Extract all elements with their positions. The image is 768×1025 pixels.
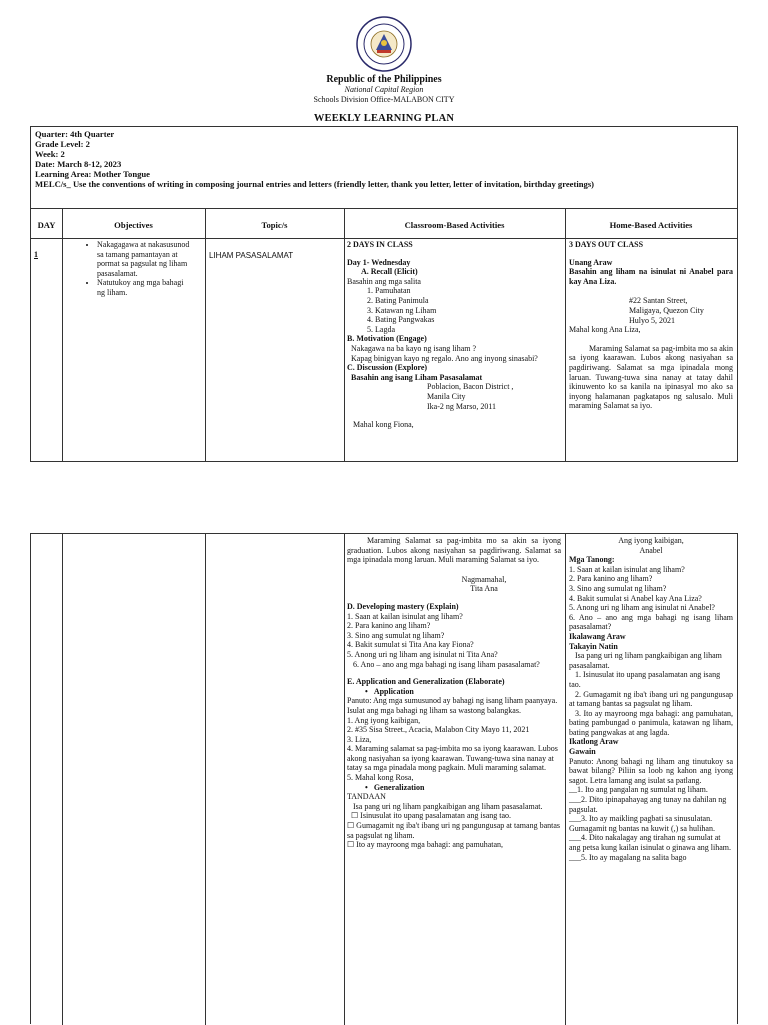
discussion-text: Basahin ang isang Liham Pasasalamat — [351, 372, 483, 382]
letter-address: Manila City — [427, 391, 466, 401]
division-heading: Schools Division Office-MALABON CITY — [313, 95, 455, 104]
home-day-label: Unang Araw — [569, 257, 613, 267]
letter-closing: Nagmamahal, — [461, 574, 507, 584]
letter-date: Hulyo 5, 2021 — [629, 315, 675, 325]
takayin-item: 3. Ito ay mayroong mga bahagi: ang pamuhatan, bating pambungad o panimula, katawan ng liham, bating pangwakas at ang lagda. — [569, 708, 733, 737]
question-item: 5. Anong uri ng liham ang isinulat ni Anabel? — [569, 603, 715, 613]
word-item: 4. Bating Pangwakas — [375, 315, 561, 325]
application-instruction: Panuto: Ang mga sumusunod ay bahagi ng isang liham paanyaya. Isulat ang mga bahagi ng liham sa wastong balangkas. — [347, 696, 558, 715]
question-item: 4. Bakit sumulat si Anabel kay Ana Liza? — [569, 593, 702, 603]
day-number: 1 — [34, 250, 38, 259]
home-cell-continued — [569, 536, 733, 862]
question-item: 5. Anong uri ng liham ang isinulat ni Tita Ana? — [347, 649, 498, 659]
generalization-sub: • Generalization — [365, 782, 425, 792]
recall-head: A. Recall (Elicit) — [361, 267, 418, 277]
word-item: 3. Katawan ng Liham — [375, 306, 561, 316]
gawain-item: ___4. Dito nakalagay ang tirahan ng sumulat at ang petsa kung kailan isinulat o ginawa ang liham. — [569, 833, 731, 852]
letter-date: Ika-2 ng Marso, 2011 — [427, 401, 497, 411]
question-item: 4. Bakit sumulat si Tita Ana kay Fiona? — [347, 640, 474, 650]
week-line: Week: 2 — [35, 149, 65, 159]
col-header-classroom: Classroom-Based Activities — [404, 220, 505, 230]
home-head: 3 DAYS OUT CLASS — [569, 240, 644, 249]
republic-heading: Republic of the Philippines — [326, 74, 442, 85]
gawain-instruction: Panuto: Anong bahagi ng liham ang tinutukoy sa bawat bilang? Piliin sa loob ng kahon ang iyong sagot. Letra lamang ang isulat sa patlang. — [569, 756, 733, 785]
divider — [344, 534, 345, 1025]
classroom-cell — [347, 240, 561, 430]
gawain-item: __1. Ito ang pangalan ng sumulat ng liham. — [569, 785, 708, 795]
motivation-text: Nakagawa na ba kayo ng isang liham ? — [351, 343, 477, 353]
gawain-item: ___2. Dito ipinapahayag ang tunay na dahilan ng pagsulat. — [569, 795, 727, 814]
motivation-text: Kapag binigyan kayo ng regalo. Ano ang inyong sinasabi? — [351, 353, 538, 363]
letter-address: Maligaya, Quezon City — [629, 305, 704, 315]
application-item: 2. #35 Sisa Street., Acacia, Malabon City Mayo 11, 2021 — [347, 725, 530, 735]
col-header-objectives: Objectives — [114, 220, 153, 230]
questions-head: Mga Tanong: — [569, 555, 615, 565]
quarter-line: Quarter: 4th Quarter — [35, 129, 115, 139]
takayin-item: 1. Isinusulat ito upang pasalamatan ang isang tao. — [569, 670, 721, 689]
objective-item: • Nakagagawa at nakasusunod sa tamang pamantayan at pormat sa pagsulat ng liham pasasalamat. — [97, 240, 193, 278]
divider — [31, 208, 737, 209]
takayin-head: Takayin Natin — [569, 641, 618, 651]
objectives-cell — [75, 240, 193, 298]
takayin-text: Isa pang uri ng liham pangkaibigan ang liham pasasalamat. — [569, 651, 722, 670]
question-item: 2. Para kanino ang liham? — [569, 574, 653, 584]
checklist-item: ☐ Isinusulat ito upang pasalamatan ang isang tao. — [351, 811, 512, 821]
day2-label: Ikalawang Araw — [569, 631, 626, 641]
takayin-item: 2. Gumagamit ng iba't ibang uri ng pangungusap at tamang bantas sa pagsulat ng liham. — [569, 689, 733, 709]
discussion-head: C. Discussion (Explore) — [347, 363, 428, 373]
col-header-topics: Topic/s — [261, 220, 288, 230]
application-item: 5. Mahal kong Rosa, — [347, 773, 414, 783]
melc-line: MELC/s_ Use the conventions of writing in composing journal entries and letters (friendly letter, thank you letter, letter of invitation, birthday greetings) — [35, 179, 595, 189]
divider — [565, 534, 566, 1025]
day1-label: Day 1- Wednesday — [347, 257, 411, 267]
area-line: Learning Area: Mother Tongue — [35, 169, 150, 179]
application-head: E. Application and Generalization (Elaborate) — [347, 677, 505, 687]
application-item: 4. Maraming salamat sa pag-imbita mo sa iyong kaarawan. Lubos akong nasiyahan sa iyong kaarawan. Tuwang-tuwa sina nanay at tatay sa mga pinadala mong pagkain. Muli maraming salamat. — [347, 744, 558, 773]
recall-text: Basahin ang mga salita — [347, 276, 421, 286]
question-item: 6. Ano – ano ang mga bahagi ng isang liham pasasalamat? — [569, 612, 733, 632]
letter-greeting: Mahal kong Fiona, — [353, 420, 414, 430]
deped-seal-icon — [356, 16, 412, 72]
question-item: 6. Ano – ano ang mga bahagi ng isang liham pasasalamat? — [353, 659, 540, 669]
application-sub: • Application — [365, 686, 414, 696]
generalization-sub-label: Generalization — [373, 782, 425, 792]
letter-signature: Anabel — [639, 545, 663, 555]
question-item: 2. Para kanino ang liham? — [347, 621, 431, 631]
divider — [31, 238, 737, 239]
grade-line: Grade Level: 2 — [35, 139, 90, 149]
gawain-head: Gawain — [569, 747, 596, 757]
topic-cell: LIHAM PASASALAMAT — [209, 251, 294, 260]
classroom-cell-continued — [347, 536, 561, 850]
objective-item: • Natutukoy ang mga bahagi ng liham. — [97, 278, 193, 297]
home-instruction: Basahin ang liham na isinulat ni Anabel para kay Ana Liza. — [569, 267, 733, 286]
motivation-head: B. Motivation (Engage) — [347, 334, 427, 344]
divider — [205, 208, 206, 461]
letter-address: #22 Santan Street, — [629, 296, 688, 306]
gawain-item: ___3. Ito ay maikling pagbati sa sinusulatan. Gumagamit ng bantas na kuwit (,) sa hulihan. — [569, 814, 715, 833]
application-item: 1. Ang iyong kaibigan, — [347, 715, 421, 725]
word-item: 1. Pamuhatan — [375, 286, 561, 296]
plan-info — [35, 129, 594, 189]
divider — [344, 208, 345, 461]
col-header-day: DAY — [37, 220, 56, 230]
checklist-item: ☐ Gumagamit ng iba't ibang uri ng pangungusap at tamang bantas sa pagsulat ng liham. — [347, 821, 561, 840]
application-item: 3. Liza, — [347, 734, 372, 744]
letter-signature: Tita Ana — [470, 584, 498, 594]
divider — [205, 534, 206, 1025]
region-heading: National Capital Region — [344, 85, 424, 94]
question-item: 1. Saan at kailan isinulat ang liham? — [569, 564, 685, 574]
question-item: 1. Saan at kailan isinulat ang liham? — [347, 611, 463, 621]
developing-head: D. Developing mastery (Explain) — [347, 601, 459, 611]
divider — [62, 208, 63, 461]
day3-label: Ikatlong Araw — [569, 737, 619, 747]
home-cell — [569, 240, 733, 411]
tandaan-text: Isa pang uri ng liham pangkaibigan ang liham pasasalamat. — [353, 801, 543, 811]
tandaan-head: TANDAAN — [347, 792, 386, 802]
divider — [565, 208, 566, 461]
letter-closing: Ang iyong kaibigan, — [618, 536, 684, 545]
document-title: WEEKLY LEARNING PLAN — [313, 113, 455, 124]
checklist-item: ☐ Ito ay mayroong mga bahagi: ang pamuhatan, — [347, 840, 504, 850]
application-sub-label: Application — [373, 686, 414, 696]
date-line: Date: March 8-12, 2023 — [35, 159, 122, 169]
plan-table-part2 — [30, 533, 738, 1024]
question-item: 3. Sino ang sumulat ng liham? — [347, 630, 445, 640]
letter-address: Poblacion, Bacon District , — [427, 382, 514, 392]
gawain-item: ___5. Ito ay magalang na salita bago — [569, 852, 687, 862]
letter-body: Maraming Salamat sa pag-imbita mo sa akin sa iyong graduation. Lubos akong nasiyahan sa pagdiriwang. Salamat sa mga ipinadala mong laruan. Muli maraming Salamat sa iyo. — [347, 536, 561, 565]
question-item: 3. Sino ang sumulat ng liham? — [569, 583, 667, 593]
word-item: 5. Lagda — [375, 325, 561, 335]
plan-table-part1 — [30, 126, 738, 462]
divider — [62, 534, 63, 1025]
col-header-home: Home-Based Activities — [609, 220, 693, 230]
classroom-head: 2 DAYS IN CLASS — [347, 240, 413, 249]
letter-body: Maraming Salamat sa pag-imbita mo sa akin sa iyong kaarawan. Lubos akong nasiyahan sa pagdiriwang. Salamat sa mga ipinadala mong laruan. Tuwang-tuwa sina nanay at tatay dahil ikinuwento ko sa kanila na ipinasyal mo ako sa inyong halamanan pagkatapos ng salusalo. Muli maraming Salamat sa iyo. — [569, 343, 733, 411]
word-item: 2. Bating Panimula — [375, 296, 561, 306]
letter-greeting: Mahal kong Ana Liza, — [569, 325, 641, 335]
